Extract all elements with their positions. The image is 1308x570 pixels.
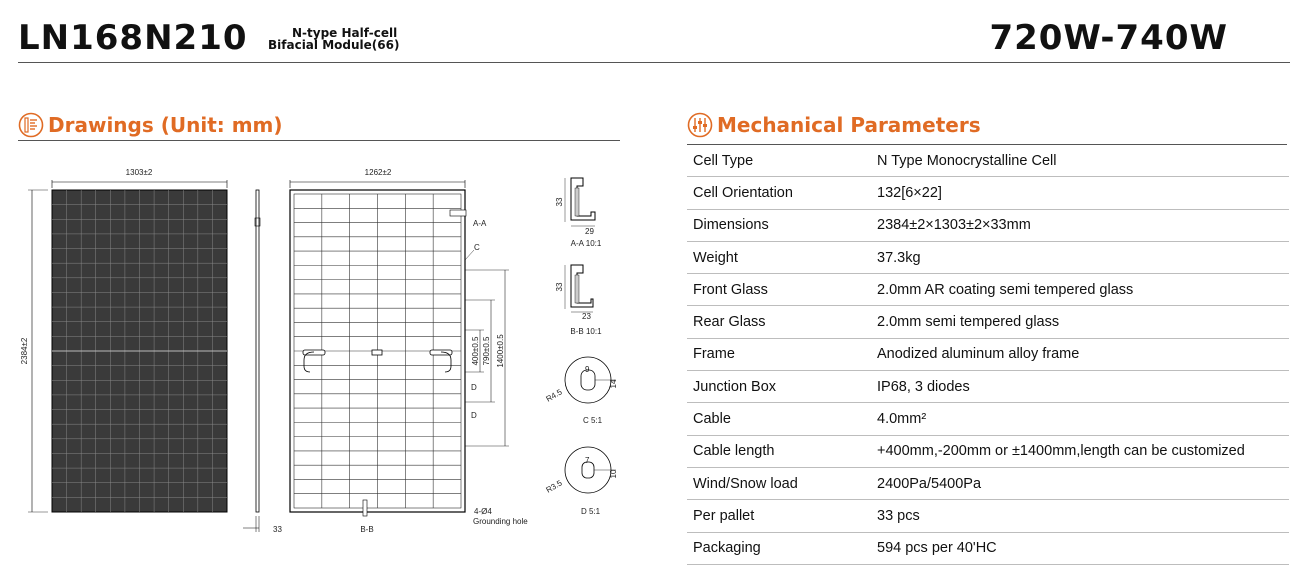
param-key: Cable (687, 403, 877, 435)
ruler-icon (18, 112, 44, 138)
param-row (687, 403, 1289, 435)
hole-callout: 4-Ø4 (474, 507, 492, 516)
drawings-divider (18, 140, 620, 141)
drawings-title: Drawings (Unit: mm) (48, 113, 283, 137)
param-value: 132[6×22] (877, 177, 1289, 209)
header-divider (18, 62, 1290, 63)
dim-400-label: 400±0.5 (471, 336, 480, 366)
bb-caption: B-B 10:1 (570, 327, 602, 336)
param-key: Packaging (687, 532, 877, 564)
front-width-label: 1303±2 (125, 168, 153, 177)
param-row (687, 371, 1289, 403)
param-value: 2.0mm semi tempered glass (877, 306, 1289, 338)
param-value: 4.0mm² (877, 403, 1289, 435)
module-drawing (18, 160, 628, 560)
param-value: 2.0mm AR coating semi tempered glass (877, 274, 1289, 306)
c-radius-label: R4.5 (544, 387, 564, 404)
section-c-callout: C (474, 243, 480, 252)
param-row (687, 145, 1289, 177)
back-view (290, 168, 528, 534)
back-width-label: 1262±2 (364, 168, 392, 177)
param-row (687, 435, 1289, 467)
param-value: 37.3kg (877, 241, 1289, 273)
d-height-label: 10 (609, 469, 618, 479)
param-key: Frame (687, 338, 877, 370)
param-key: Dimensions (687, 209, 877, 241)
side-thickness-label: 33 (273, 525, 282, 534)
param-value: +400mm,-200mm or ±1400mm,length can be customized (877, 435, 1289, 467)
model-name: LN168N210 (18, 18, 248, 58)
d-width-label: 7 (585, 456, 590, 465)
param-value: Anodized aluminum alloy frame (877, 338, 1289, 370)
side-view (243, 190, 282, 534)
module-subtitle (268, 27, 399, 51)
mechanical-heading (687, 110, 981, 140)
aa-caption: A-A 10:1 (570, 239, 602, 248)
param-row (687, 306, 1289, 338)
param-value: 2400Pa/5400Pa (877, 467, 1289, 499)
bb-width-label: 23 (582, 312, 591, 321)
param-row (687, 241, 1289, 273)
param-value: IP68, 3 diodes (877, 371, 1289, 403)
param-key: Cable length (687, 435, 877, 467)
param-key: Wind/Snow load (687, 467, 877, 499)
mechanical-parameters-table (687, 145, 1289, 565)
drawings-heading (18, 110, 283, 140)
detail-aa (555, 178, 602, 248)
param-key: Cell Type (687, 145, 877, 177)
param-row (687, 532, 1289, 564)
d-caption: D 5:1 (581, 507, 601, 516)
param-key: Front Glass (687, 274, 877, 306)
section-d-callout-2: D (471, 411, 477, 420)
param-value: 2384±2×1303±2×33mm (877, 209, 1289, 241)
sliders-icon (687, 112, 713, 138)
section-d-callout-1: D (471, 383, 477, 392)
param-value: N Type Monocrystalline Cell (877, 145, 1289, 177)
param-key: Per pallet (687, 500, 877, 532)
param-key: Rear Glass (687, 306, 877, 338)
detail-c (545, 357, 619, 425)
detail-d (545, 447, 619, 516)
param-row (687, 274, 1289, 306)
bottom-section-bb-label: B-B (360, 525, 374, 534)
subtitle-line-1: N-type Half-cell (292, 26, 398, 40)
aa-width-label: 29 (585, 227, 594, 236)
subtitle-line-2: Bifacial Module(66) (268, 38, 400, 52)
section-a-callout: A-A (473, 219, 487, 228)
dim-790-label: 790±0.5 (482, 336, 491, 366)
param-key: Cell Orientation (687, 177, 877, 209)
front-view (20, 168, 227, 512)
param-value: 33 pcs (877, 500, 1289, 532)
param-value: 594 pcs per 40'HC (877, 532, 1289, 564)
param-row (687, 338, 1289, 370)
d-radius-label: R3.5 (544, 478, 564, 495)
dim-1400-label: 1400±0.5 (496, 334, 505, 368)
mechanical-title: Mechanical Parameters (717, 113, 981, 137)
c-caption: C 5:1 (583, 416, 603, 425)
aa-height-label: 33 (555, 197, 564, 207)
param-key: Weight (687, 241, 877, 273)
power-range: 720W-740W (989, 18, 1228, 58)
c-width-label: 9 (585, 365, 590, 374)
param-row (687, 500, 1289, 532)
c-height-label: 14 (609, 379, 618, 389)
param-row (687, 467, 1289, 499)
param-key: Junction Box (687, 371, 877, 403)
front-height-label: 2384±2 (20, 337, 29, 365)
param-row (687, 177, 1289, 209)
param-row (687, 209, 1289, 241)
bb-height-label: 33 (555, 282, 564, 292)
detail-bb (555, 265, 602, 336)
grounding-hole-label: Grounding hole (473, 517, 528, 526)
